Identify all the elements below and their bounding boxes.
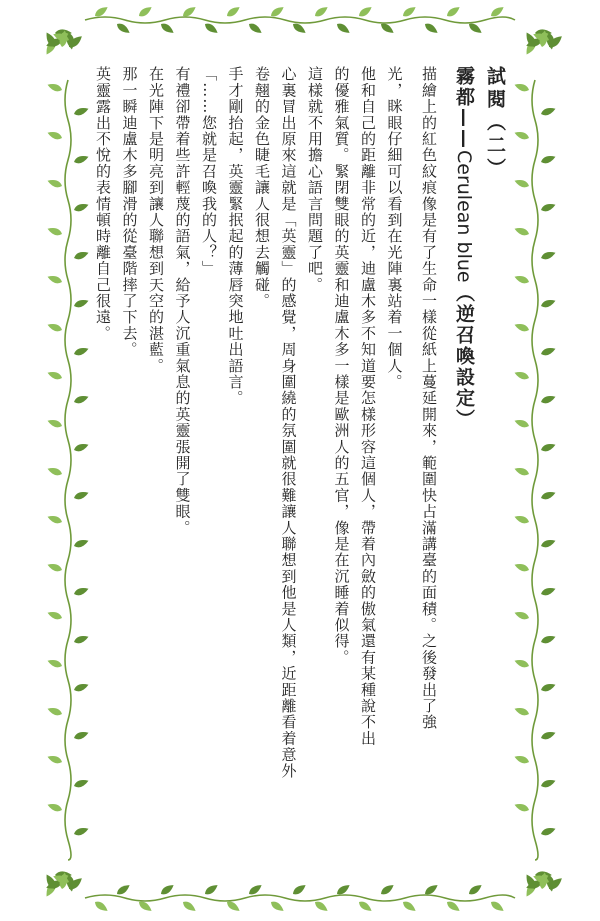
leaf: [73, 826, 90, 837]
leaf: [513, 178, 530, 189]
leaf: [159, 882, 175, 896]
subtitle-prefix: 霧都——: [453, 66, 475, 150]
leaf: [423, 21, 439, 35]
leaf: [513, 610, 530, 621]
leaf: [540, 826, 557, 837]
leaf: [513, 802, 530, 813]
leaf: [159, 21, 175, 35]
leaf: [181, 899, 197, 913]
vine-stem: [532, 80, 538, 860]
leaf: [93, 899, 109, 913]
paragraph-line: 那一瞬迪盧木多腳滑的從臺階摔了下去。: [120, 66, 139, 358]
paragraph-line: 描繪上的紅色紋痕像是有了生命一樣從紙上蔓延開來，範圍快占滿講臺的面積。之後發出了強: [420, 66, 438, 731]
vine-stem: [85, 895, 515, 901]
leaf: [513, 130, 530, 141]
leaf: [489, 899, 505, 913]
paragraph-line: 的優雅氣質。緊閉雙眼的英靈和迪盧木多一樣是歐洲人的五官，像是在沉睡着似得。: [332, 66, 351, 666]
paragraph-line: 英靈露出不悅的表情頓時離自己很遠。: [94, 66, 112, 342]
leaf: [357, 4, 373, 18]
leaf: [73, 778, 90, 789]
leaf: [73, 538, 90, 549]
leaf: [401, 899, 417, 913]
leaf: [46, 658, 63, 669]
leaf: [46, 562, 63, 573]
leaf: [46, 82, 63, 93]
leaf: [513, 514, 530, 525]
leaf: [46, 130, 63, 141]
leaf: [540, 394, 557, 405]
leaf: [46, 226, 63, 237]
leaf: [540, 442, 557, 453]
leaf: [467, 882, 483, 896]
leaf: [540, 586, 557, 597]
leaf: [73, 202, 90, 213]
leaf: [203, 21, 219, 35]
leaf: [46, 178, 63, 189]
paragraph-line: 手才剛抬起，英靈緊抿起的薄唇突地吐出語言。: [226, 66, 245, 407]
leaf: [46, 514, 63, 525]
leaf: [46, 802, 63, 813]
chapter-subtitle: [448, 66, 480, 856]
leaf: [73, 346, 90, 357]
vine-stem: [85, 17, 515, 23]
leaf: [401, 4, 417, 18]
leaf: [540, 538, 557, 549]
leaf: [513, 226, 530, 237]
leaf: [46, 610, 63, 621]
leaf: [46, 706, 63, 717]
leaf: [540, 298, 557, 309]
leaf: [335, 21, 351, 35]
leaf: [115, 882, 131, 896]
leaf: [540, 490, 557, 501]
leaf: [46, 418, 63, 429]
leaf: [73, 298, 90, 309]
leaf: [513, 322, 530, 333]
leaf: [203, 882, 219, 896]
paragraph-line: 心裏冒出原來這就是「英靈」的感覺，周身圍繞的氛圍就很難讓人聯想到他是人類，近距離看着意外: [279, 66, 298, 779]
leaf: [513, 562, 530, 573]
leaf: [46, 370, 63, 381]
paragraph-line: 在光陣下是明亮到讓人聯想到天空的湛藍。: [147, 66, 165, 374]
leaf: [73, 730, 90, 741]
vertical-text-column: [94, 66, 510, 856]
leaf: [73, 442, 90, 453]
leaf: [73, 586, 90, 597]
page-title: 試閱（二）: [484, 66, 506, 181]
leaf: [540, 346, 557, 357]
paragraph-line: 卷翹的金色睫毛讓人很想去觸碰。: [253, 66, 271, 309]
leaf: [540, 682, 557, 693]
leaf: [540, 730, 557, 741]
leaf: [540, 250, 557, 261]
paragraph-line: 這樣就不用擔心語言問題了吧。: [306, 66, 324, 293]
leaf: [513, 658, 530, 669]
leaf: [73, 106, 90, 117]
leaf: [379, 882, 395, 896]
leaf: [513, 754, 530, 765]
leaf: [46, 754, 63, 765]
leaf: [513, 466, 530, 477]
leaf: [225, 4, 241, 18]
leaf: [313, 4, 329, 18]
leaf: [513, 82, 530, 93]
leaf: [73, 490, 90, 501]
leaf: [540, 106, 557, 117]
leaf: [73, 250, 90, 261]
leaf: [513, 706, 530, 717]
leaf: [137, 4, 153, 18]
leaf: [247, 21, 263, 35]
subtitle-latin: Cerulean blue: [453, 150, 475, 283]
paragraph-line: 他和自己的距離非常的近，迪盧木多不知道要怎樣形容這個人，帶着內斂的傲氣還有某種說不出: [359, 66, 377, 747]
leaf: [540, 202, 557, 213]
leaf: [73, 682, 90, 693]
paragraph-line: 「……您就是召喚我的人？」: [200, 66, 218, 277]
leaf: [513, 274, 530, 285]
leaf: [269, 899, 285, 913]
leaf: [540, 634, 557, 645]
leaf: [73, 154, 90, 165]
leaf: [115, 21, 131, 35]
paragraph-line: 光，眯眼仔細可以看到在光陣裏站着一個人。: [385, 66, 404, 390]
subtitle-suffix: （逆召喚設定）: [453, 282, 475, 430]
leaf: [73, 634, 90, 645]
leaf: [46, 322, 63, 333]
leaf: [513, 418, 530, 429]
leaf: [313, 899, 329, 913]
leaf: [357, 899, 373, 913]
leaf: [445, 4, 461, 18]
leaf: [73, 394, 90, 405]
leaf: [46, 274, 63, 285]
vine-stem: [65, 80, 71, 860]
leaf: [46, 466, 63, 477]
leaf: [291, 882, 307, 896]
leaf: [540, 154, 557, 165]
paragraph-line: 有禮卻帶着些許輕蔑的語氣，給予人沉重氣息的英靈張開了雙眼。: [173, 66, 192, 536]
leaf: [513, 370, 530, 381]
leaf: [540, 778, 557, 789]
